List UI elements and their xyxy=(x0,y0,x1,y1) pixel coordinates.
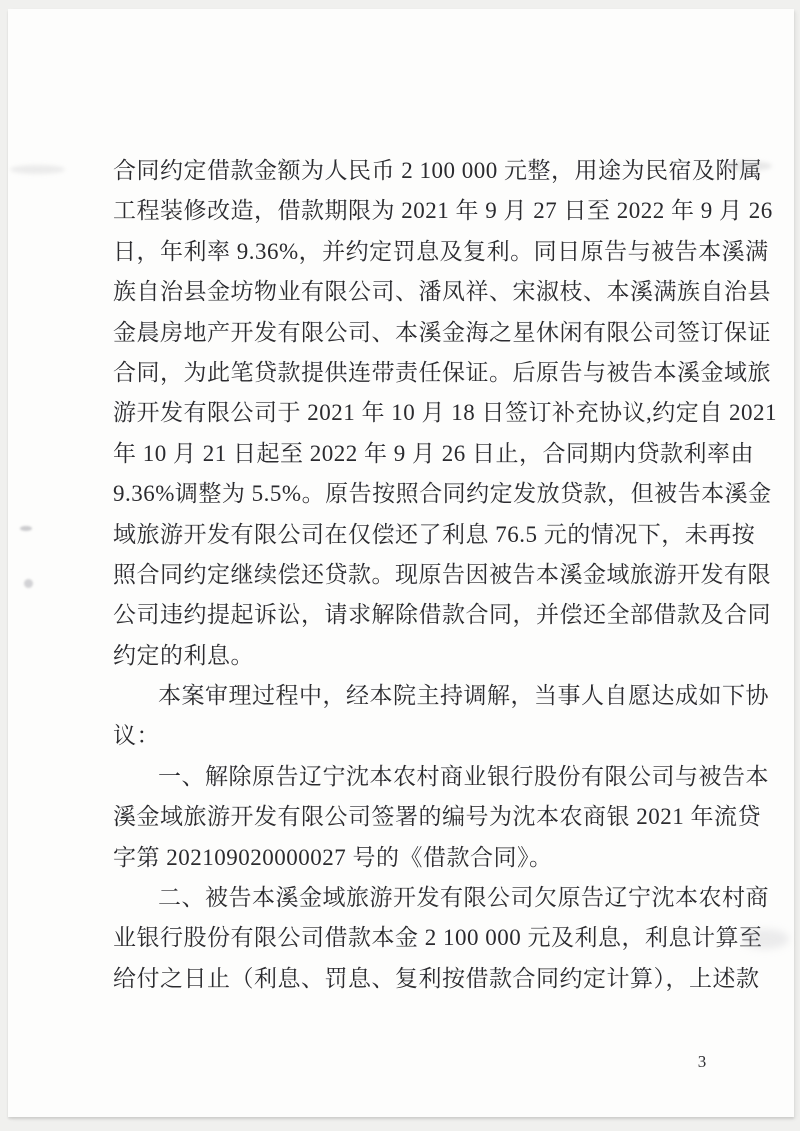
text-line: 日，年利率 9.36%，并约定罚息及复利。同日原告与被告本溪满 xyxy=(113,238,769,264)
page-number: 3 xyxy=(697,1052,707,1071)
text-line: 游开发有限公司于 2021 年 10 月 18 日签订补充协议,约定自 2021 xyxy=(113,400,777,426)
text-line: 金晨房地产开发有限公司、本溪金海之星休闲有限公司签订保证 xyxy=(113,319,771,345)
text-line: 合同约定借款金额为人民币 2 100 000 元整，用途为民宿及附属 xyxy=(113,158,763,183)
scan-smudge xyxy=(20,526,32,531)
scan-smudge xyxy=(10,165,65,174)
text-line: 议： xyxy=(113,723,160,749)
scan-smudge xyxy=(24,579,33,588)
text-line: 一、解除原告辽宁沈本农村商业银行股份有限公司与被告本 xyxy=(158,763,769,789)
text-line: 二、被告本溪金域旅游开发有限公司欠原告辽宁沈本农村商 xyxy=(158,885,769,911)
text-line: 工程装修改造，借款期限为 2021 年 9 月 27 日至 2022 年 9 月 26 xyxy=(113,198,773,224)
text-line: 给付之日止（利息、罚息、复利按借款合同约定计算），上述款 xyxy=(113,965,760,991)
text-line: 约定的利息。 xyxy=(113,642,254,668)
text-line: 族自治县金坊物业有限公司、潘凤祥、宋淑枝、本溪满族自治县 xyxy=(113,279,771,305)
text-line: 合同，为此笔贷款提供连带责任保证。后原告与被告本溪金域旅 xyxy=(113,359,771,385)
document-page xyxy=(8,9,794,1117)
text-line: 本案审理过程中，经本院主持调解，当事人自愿达成如下协 xyxy=(158,683,769,709)
text-line: 业银行股份有限公司借款本金 2 100 000 元及利息，利息计算至 xyxy=(113,925,763,951)
text-line: 年 10 月 21 日起至 2022 年 9 月 26 日止，合同期内贷款利率由 xyxy=(113,440,754,466)
body-text xyxy=(113,151,777,999)
text-line: 公司违约提起诉讼，请求解除借款合同，并偿还全部借款及合同 xyxy=(113,602,771,628)
text-line: 9.36%调整为 5.5%。原告按照合同约定发放贷款，但被告本溪金 xyxy=(113,481,772,507)
text-line: 字第 202109020000027 号的《借款合同》。 xyxy=(113,844,553,870)
text-line: 溪金域旅游开发有限公司签署的编号为沈本农商银 2021 年流贷 xyxy=(113,804,761,830)
text-line: 域旅游开发有限公司在仅偿还了利息 76.5 元的情况下，未再按 xyxy=(113,521,756,547)
text-line: 照合同约定继续偿还贷款。现原告因被告本溪金域旅游开发有限 xyxy=(113,561,771,587)
